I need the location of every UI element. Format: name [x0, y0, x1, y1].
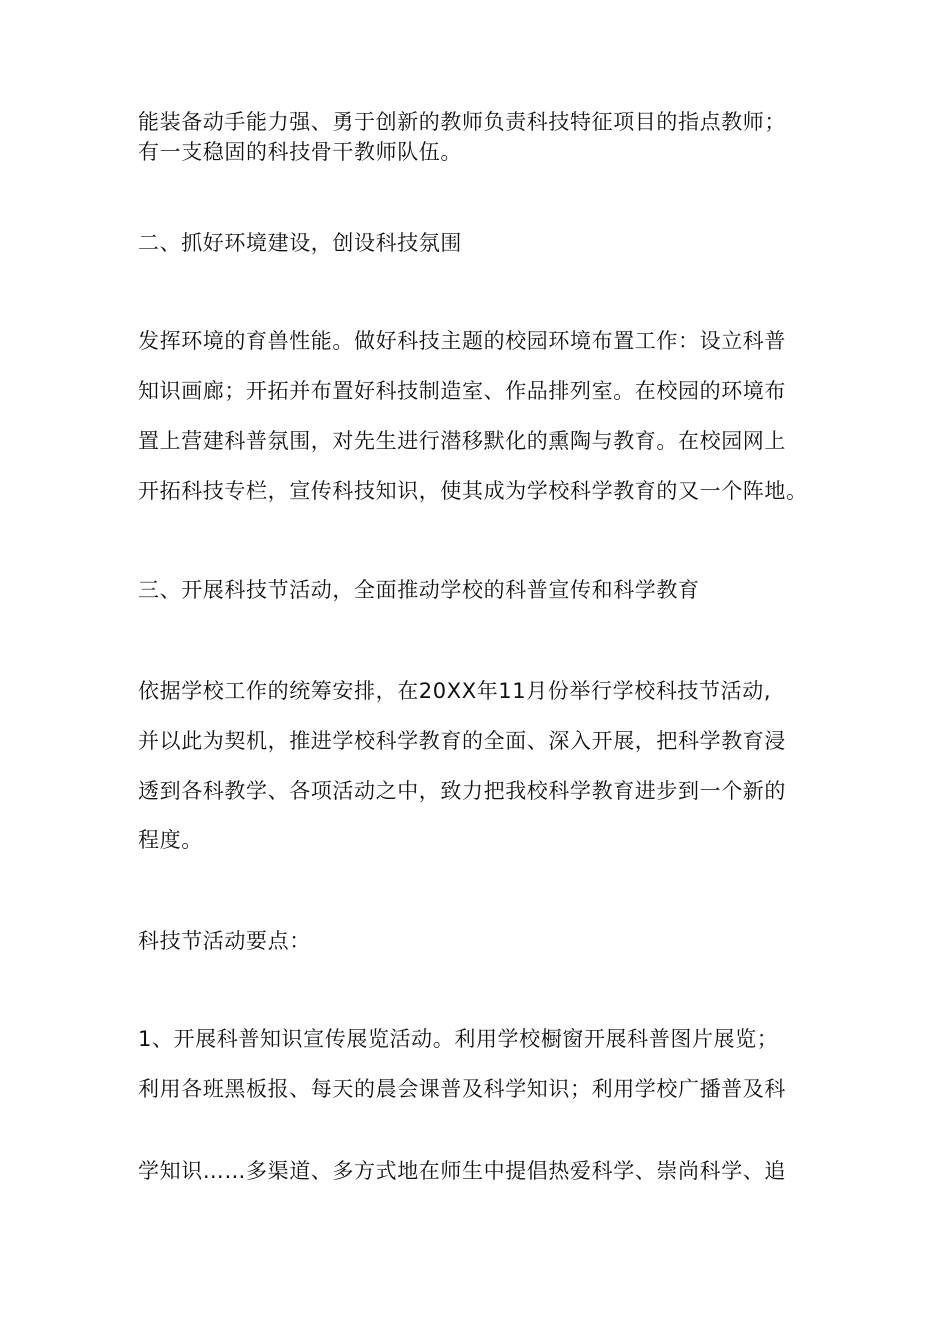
- paragraph-line: 利用各班黑板报、每天的晨会课普及科学知识；利用学校广播普及科: [138, 1077, 786, 1101]
- section-heading: 二、抓好环境建设，创设科技氛围: [138, 231, 462, 255]
- paragraph-line: 能装备动手能力强、勇于创新的教师负责科技特征项目的指点教师；: [138, 110, 786, 134]
- subheading: 科技节活动要点：: [138, 929, 311, 953]
- paragraph-line: 开拓科技专栏，宣传科技知识，使其成为学校科学教育的又一个阵地。: [138, 479, 808, 503]
- paragraph-line: 程度。: [138, 828, 203, 852]
- paragraph-line: 置上营建科普氛围，对先生进行潜移默化的熏陶与教育。在校园网上: [138, 429, 786, 453]
- paragraph-line: 知识画廊；开拓并布置好科技制造室、作品排列室。在校园的环境布: [138, 379, 786, 403]
- paragraph-line: 依据学校工作的统筹安排，在20XX年11月份举行学校科技节活动,: [138, 679, 772, 703]
- paragraph-line: 发挥环境的育兽性能。做好科技主题的校园环境布置工作：设立科普: [138, 329, 786, 353]
- paragraph-line: 1、开展科普知识宣传展览活动。利用学校橱窗开展科普图片展览；: [138, 1027, 779, 1051]
- section-heading: 三、开展科技节活动，全面推动学校的科普宣传和科学教育: [138, 578, 700, 602]
- paragraph-line: 有一支稳固的科技骨干教师队伍。: [138, 140, 462, 164]
- paragraph-line: 学知识……多渠道、多方式地在师生中提倡热爱科学、崇尚科学、追: [138, 1159, 786, 1183]
- paragraph-line: 并以此为契机，推进学校科学教育的全面、深入开展，把科学教育浸: [138, 729, 786, 753]
- paragraph-line: 透到各科教学、各项活动之中，致力把我校科学教育进步到一个新的: [138, 779, 786, 803]
